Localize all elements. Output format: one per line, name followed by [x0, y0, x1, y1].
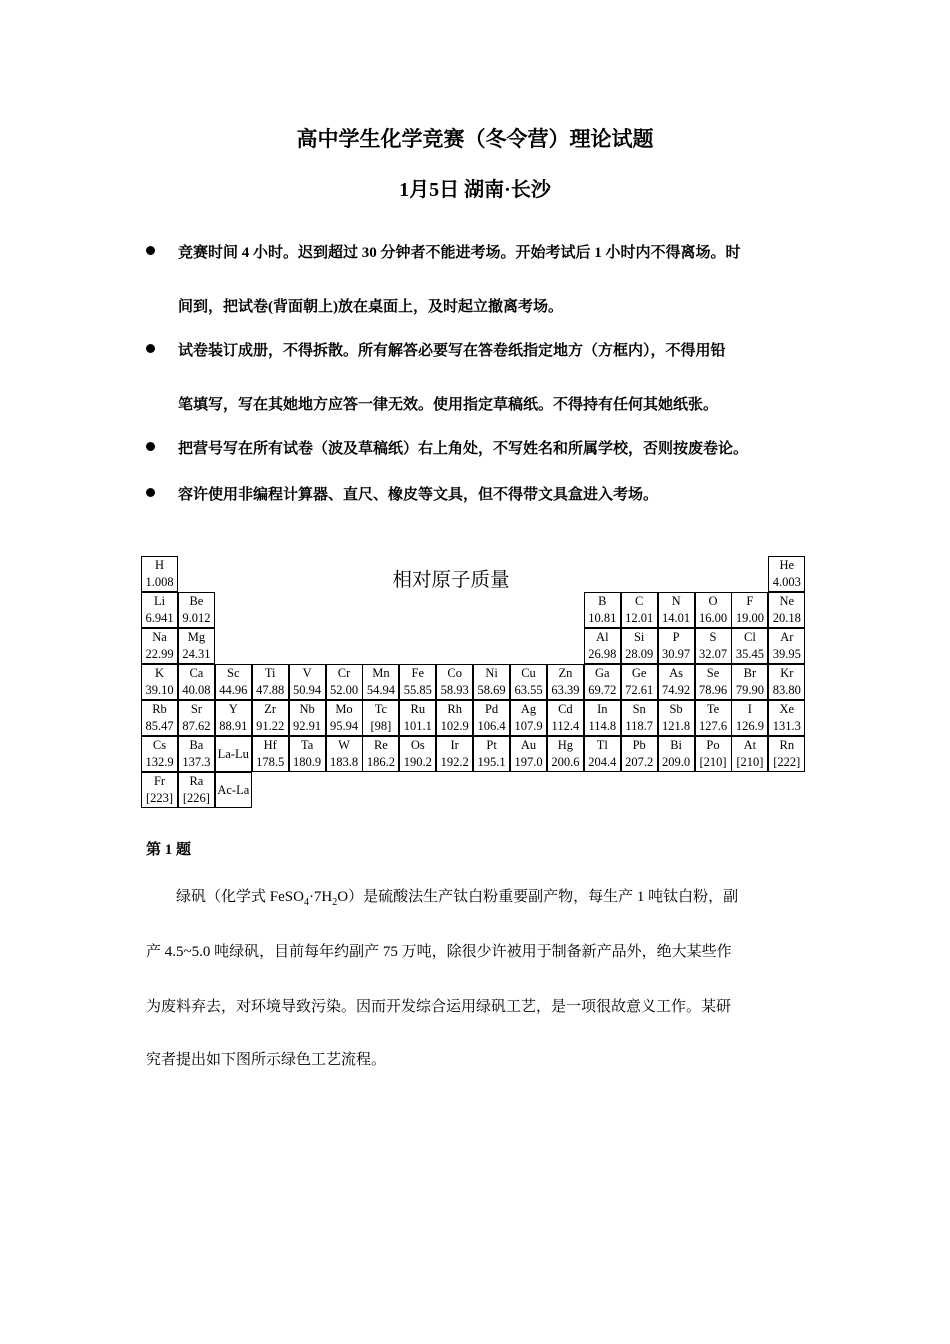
element-symbol: Na	[152, 630, 167, 644]
element-mass: 58.69	[477, 683, 506, 697]
element-symbol: Hg	[557, 738, 574, 752]
question-1-paragraph-line-3: 为废料弃去，对环境导致污染。因而开发综合运用绿矾工艺，是一项很故意义工作。某研	[146, 999, 732, 1015]
element-cell-nb	[289, 700, 326, 736]
element-symbol: W	[338, 738, 350, 752]
periodic-table-title: 相对原子质量	[392, 570, 510, 591]
element-symbol: Fe	[411, 666, 425, 680]
element-symbol: Ra	[189, 774, 204, 788]
element-mass: 16.00	[698, 611, 728, 625]
element-mass: 195.1	[477, 755, 506, 769]
element-cell-al	[584, 628, 621, 664]
rule-1-line-1: 竞赛时间 4 小时。迟到超过 30 分钟者不能进考场。开始考试后 1 小时内不得离场。时	[178, 245, 741, 261]
element-cell-ru	[399, 700, 436, 736]
element-symbol: Bi	[670, 738, 682, 752]
element-cell-ag	[510, 700, 547, 736]
element-mass: 178.5	[256, 755, 285, 769]
element-mass: 63.39	[551, 683, 580, 697]
element-symbol: Ar	[780, 630, 794, 644]
rule-2-line-1: 试卷装订成册，不得拆散。所有解答必要写在答卷纸指定地方（方框内），不得用铅	[178, 343, 726, 359]
element-mass: 190.2	[403, 755, 432, 769]
element-symbol: La-Lu	[217, 747, 249, 761]
element-cell-s	[695, 628, 732, 664]
element-symbol: Li	[153, 594, 166, 608]
element-cell-cr	[326, 664, 363, 700]
element-mass: 127.6	[698, 719, 728, 733]
element-symbol: Xe	[779, 702, 795, 716]
element-cell-fe	[399, 664, 436, 700]
subscript: 2	[332, 897, 338, 908]
element-symbol: Nb	[299, 702, 315, 716]
element-cell-li	[141, 592, 178, 628]
element-mass: 54.94	[366, 683, 395, 697]
element-cell-ca	[178, 664, 215, 700]
element-mass: 58.93	[440, 683, 469, 697]
element-cell-zn	[547, 664, 584, 700]
element-cell-co	[436, 664, 473, 700]
rule-2-line-2: 笔填写，写在其她地方应答一律无效。使用指定草稿纸。不得持有任何其她纸张。	[178, 397, 719, 413]
element-mass: 44.96	[219, 683, 248, 697]
element-cell-se	[695, 664, 732, 700]
element-mass: 197.0	[514, 755, 543, 769]
element-symbol: Sn	[632, 702, 646, 716]
element-cell-b	[584, 592, 621, 628]
element-mass: 28.09	[625, 647, 654, 661]
element-symbol: S	[709, 630, 717, 644]
element-mass: 186.2	[366, 755, 395, 769]
element-symbol: Sr	[190, 702, 202, 716]
element-cell-ba	[178, 736, 215, 772]
element-mass: 107.9	[514, 719, 543, 733]
element-mass: 102.9	[440, 719, 469, 733]
element-cell-pd	[473, 700, 510, 736]
element-mass: [222]	[773, 755, 801, 769]
element-mass: 74.92	[662, 683, 691, 697]
element-cell-ne	[768, 592, 805, 628]
element-symbol: Pb	[632, 738, 646, 752]
element-cell-pt	[473, 736, 510, 772]
element-mass: 6.941	[145, 611, 174, 625]
element-mass: [223]	[145, 791, 174, 805]
element-cell-te	[695, 700, 732, 736]
element-mass: 20.18	[772, 611, 801, 625]
element-cell-tl	[584, 736, 621, 772]
element-cell-k	[141, 664, 178, 700]
element-cell-sr	[178, 700, 215, 736]
element-mass: 50.94	[293, 683, 322, 697]
element-symbol: N	[671, 594, 681, 608]
element-mass: 55.85	[403, 683, 432, 697]
element-mass: 180.9	[293, 755, 322, 769]
element-cell-ra	[178, 772, 215, 808]
element-cell-zr	[252, 700, 289, 736]
element-symbol: Se	[706, 666, 720, 680]
element-mass: 14.01	[662, 611, 691, 625]
element-cell-fr	[141, 772, 178, 808]
element-cell-tc	[362, 700, 399, 736]
element-symbol: Br	[743, 666, 757, 680]
element-symbol: Ge	[631, 666, 647, 680]
element-symbol: In	[597, 702, 608, 716]
element-mass: 91.22	[256, 719, 285, 733]
element-mass: 131.3	[772, 719, 801, 733]
element-cell-hg	[547, 736, 584, 772]
element-symbol: Te	[706, 702, 720, 716]
element-mass: 207.2	[625, 755, 654, 769]
element-mass: 118.7	[625, 719, 654, 733]
element-mass: 40.08	[182, 683, 211, 697]
element-mass: 63.55	[514, 683, 543, 697]
element-mass: [210]	[736, 755, 764, 769]
element-cell-cu	[510, 664, 547, 700]
element-symbol: Rh	[447, 702, 462, 716]
bullet-icon	[146, 488, 155, 497]
element-mass: 87.62	[182, 719, 211, 733]
element-mass: 114.8	[588, 719, 617, 733]
element-cell-h	[141, 556, 178, 592]
element-symbol: Re	[373, 738, 388, 752]
element-mass: 209.0	[662, 755, 691, 769]
element-symbol: Y	[228, 702, 238, 716]
element-mass: 85.47	[145, 719, 174, 733]
element-cell-at	[731, 736, 768, 772]
question-1-paragraph-line-2: 产 4.5~5.0 吨绿矾，目前每年约副产 75 万吨，除很少许被用于制备新产品外，绝大某些作	[146, 944, 732, 960]
element-mass: 88.91	[219, 719, 248, 733]
element-symbol: Kr	[780, 666, 794, 680]
element-mass: 92.91	[293, 719, 322, 733]
element-cell-kr	[768, 664, 805, 700]
element-cell-mn	[362, 664, 399, 700]
element-mass: 137.3	[182, 755, 211, 769]
element-mass: 183.8	[329, 755, 359, 769]
element-cell-ar	[768, 628, 805, 664]
element-cell-n	[658, 592, 695, 628]
element-symbol: Sb	[669, 702, 683, 716]
element-cell-as	[658, 664, 695, 700]
element-mass: 35.45	[735, 647, 764, 661]
element-cell-he	[768, 556, 805, 592]
element-cell-c	[621, 592, 658, 628]
element-symbol: Ca	[189, 666, 204, 680]
element-symbol: Rb	[152, 702, 167, 716]
question-1-heading: 第 1 题	[146, 842, 192, 858]
element-mass: 126.9	[735, 719, 764, 733]
element-mass: 204.4	[588, 755, 617, 769]
element-cell-bi	[658, 736, 695, 772]
element-symbol: Tl	[596, 738, 608, 752]
element-symbol: Hf	[263, 738, 277, 752]
text-segment: ·7H	[308, 889, 333, 905]
element-cell-sn	[621, 700, 658, 736]
element-cell-cd	[547, 700, 584, 736]
element-symbol: Be	[189, 594, 204, 608]
element-symbol: Co	[447, 666, 462, 680]
element-mass: [226]	[182, 791, 210, 805]
element-symbol: Cu	[521, 666, 536, 680]
element-cell-be	[178, 592, 215, 628]
element-cell-xe	[768, 700, 805, 736]
element-cell-na	[141, 628, 178, 664]
element-symbol: He	[779, 558, 795, 572]
element-symbol: V	[302, 666, 312, 680]
element-cell-ga	[584, 664, 621, 700]
element-mass: 30.97	[662, 647, 691, 661]
element-mass: 112.4	[551, 719, 580, 733]
element-cell-ta	[289, 736, 326, 772]
element-cell-rn	[768, 736, 805, 772]
element-cell-v	[289, 664, 326, 700]
rule-3-line-1: 把营号写在所有试卷（波及草稿纸）右上角处，不写姓名和所属学校，否则按废卷论。	[178, 441, 749, 457]
element-cell-o	[695, 592, 732, 628]
element-mass: 9.012	[182, 611, 211, 625]
element-symbol: K	[154, 666, 165, 680]
element-cell-os	[399, 736, 436, 772]
element-cell-po	[695, 736, 732, 772]
element-cell-ir	[436, 736, 473, 772]
element-symbol: Pd	[484, 702, 499, 716]
element-symbol: As	[669, 666, 684, 680]
element-cell-br	[731, 664, 768, 700]
element-symbol: I	[747, 702, 752, 716]
element-symbol: Cs	[152, 738, 167, 752]
element-mass: 101.1	[403, 719, 432, 733]
element-symbol: Os	[410, 738, 425, 752]
element-symbol: Ir	[450, 738, 459, 752]
question-1-paragraph-line-1	[146, 885, 806, 908]
element-mass: 200.6	[551, 755, 580, 769]
element-cell-mo	[326, 700, 363, 736]
element-symbol: Ac-La	[217, 783, 250, 797]
element-cell-mg	[178, 628, 215, 664]
element-cell-au	[510, 736, 547, 772]
element-mass: [98]	[370, 719, 392, 733]
element-cell-cl	[731, 628, 768, 664]
element-cell-cs	[141, 736, 178, 772]
element-symbol: H	[154, 558, 165, 572]
element-symbol: Ba	[189, 738, 204, 752]
element-symbol: Tc	[374, 702, 388, 716]
element-symbol: Rn	[779, 738, 795, 752]
element-symbol: Ni	[485, 666, 498, 680]
element-symbol: Zr	[264, 702, 277, 716]
element-cell-p	[658, 628, 695, 664]
element-cell-si	[621, 628, 658, 664]
element-cell-re	[362, 736, 399, 772]
element-symbol: Ru	[410, 702, 426, 716]
element-symbol: Po	[706, 738, 720, 752]
element-symbol: Pt	[486, 738, 497, 752]
element-cell-rh	[436, 700, 473, 736]
element-symbol: Cr	[337, 666, 351, 680]
element-mass: 1.008	[145, 575, 174, 589]
element-mass: 192.2	[440, 755, 469, 769]
element-mass: 78.96	[698, 683, 728, 697]
text-segment: O）是硫酸法生产钛白粉重要副产物，每生产 1 吨钛白粉，副	[337, 889, 739, 905]
subscript: 4	[303, 897, 309, 908]
question-1-paragraph-line-4: 究者提出如下图所示绿色工艺流程。	[146, 1052, 387, 1068]
element-symbol: Ta	[300, 738, 314, 752]
rule-4-line-1: 容许使用非编程计算器、直尺、橡皮等文具，但不得带文具盒进入考场。	[178, 487, 659, 503]
element-symbol: C	[635, 594, 644, 608]
bullet-icon	[146, 246, 155, 255]
periodic-table	[141, 556, 807, 808]
element-cell-pb	[621, 736, 658, 772]
element-symbol: At	[743, 738, 757, 752]
element-mass: 24.31	[182, 647, 211, 661]
element-symbol: P	[672, 630, 680, 644]
element-mass: 121.8	[662, 719, 691, 733]
element-cell-ni	[473, 664, 510, 700]
rule-1-line-2: 间到，把试卷(背面朝上)放在桌面上，及时起立撤离考场。	[178, 299, 563, 315]
element-symbol: Sc	[227, 666, 240, 680]
element-symbol: Al	[596, 630, 609, 644]
element-cell-in	[584, 700, 621, 736]
element-mass: 26.98	[588, 647, 617, 661]
element-symbol: Cl	[743, 630, 756, 644]
bullet-icon	[146, 344, 155, 353]
element-cell-y	[215, 700, 252, 736]
element-symbol: Ag	[520, 702, 537, 716]
element-symbol: Ne	[779, 594, 795, 608]
element-mass: 4.003	[772, 575, 801, 589]
element-symbol: Zn	[558, 666, 573, 680]
element-mass: 22.99	[145, 647, 174, 661]
element-mass: 39.10	[145, 683, 174, 697]
element-cell-sb	[658, 700, 695, 736]
element-cell-w	[326, 736, 363, 772]
bullet-icon	[146, 442, 155, 451]
element-cell-f	[731, 592, 768, 628]
element-symbol: F	[746, 594, 754, 608]
element-symbol: Ti	[264, 666, 276, 680]
element-cell-ti	[252, 664, 289, 700]
element-symbol: O	[708, 594, 718, 608]
element-cell-ac-la	[215, 772, 252, 808]
element-cell-hf	[252, 736, 289, 772]
element-mass: 69.72	[588, 683, 617, 697]
element-mass: 52.00	[329, 683, 359, 697]
element-cell-ge	[621, 664, 658, 700]
element-mass: 47.88	[256, 683, 285, 697]
element-mass: 10.81	[588, 611, 617, 625]
element-mass: 95.94	[329, 719, 359, 733]
element-mass: 32.07	[698, 647, 728, 661]
element-symbol: Mg	[187, 630, 206, 644]
element-mass: 72.61	[625, 683, 654, 697]
element-symbol: Au	[520, 738, 537, 752]
element-mass: [210]	[699, 755, 727, 769]
element-symbol: Mo	[335, 702, 353, 716]
element-mass: 106.4	[477, 719, 506, 733]
element-mass: 83.80	[772, 683, 801, 697]
text-segment: 绿矾（化学式 FeSO	[176, 889, 304, 905]
element-symbol: Fr	[153, 774, 166, 788]
element-mass: 79.90	[735, 683, 764, 697]
page-title: 高中学生化学竞赛（冬令营）理论试题	[296, 127, 654, 151]
element-symbol: Cd	[558, 702, 573, 716]
page-subtitle: 1月5日 湖南·长沙	[399, 179, 551, 201]
element-mass: 19.00	[735, 611, 764, 625]
element-cell-i	[731, 700, 768, 736]
element-cell-la-lu	[215, 736, 252, 772]
element-symbol: Mn	[372, 666, 390, 680]
element-symbol: Ga	[595, 666, 610, 680]
element-mass: 132.9	[145, 755, 174, 769]
element-mass: 12.01	[625, 611, 654, 625]
element-cell-sc	[215, 664, 252, 700]
element-mass: 39.95	[772, 647, 801, 661]
element-symbol: B	[598, 594, 607, 608]
element-symbol: Si	[633, 630, 645, 644]
element-cell-rb	[141, 700, 178, 736]
